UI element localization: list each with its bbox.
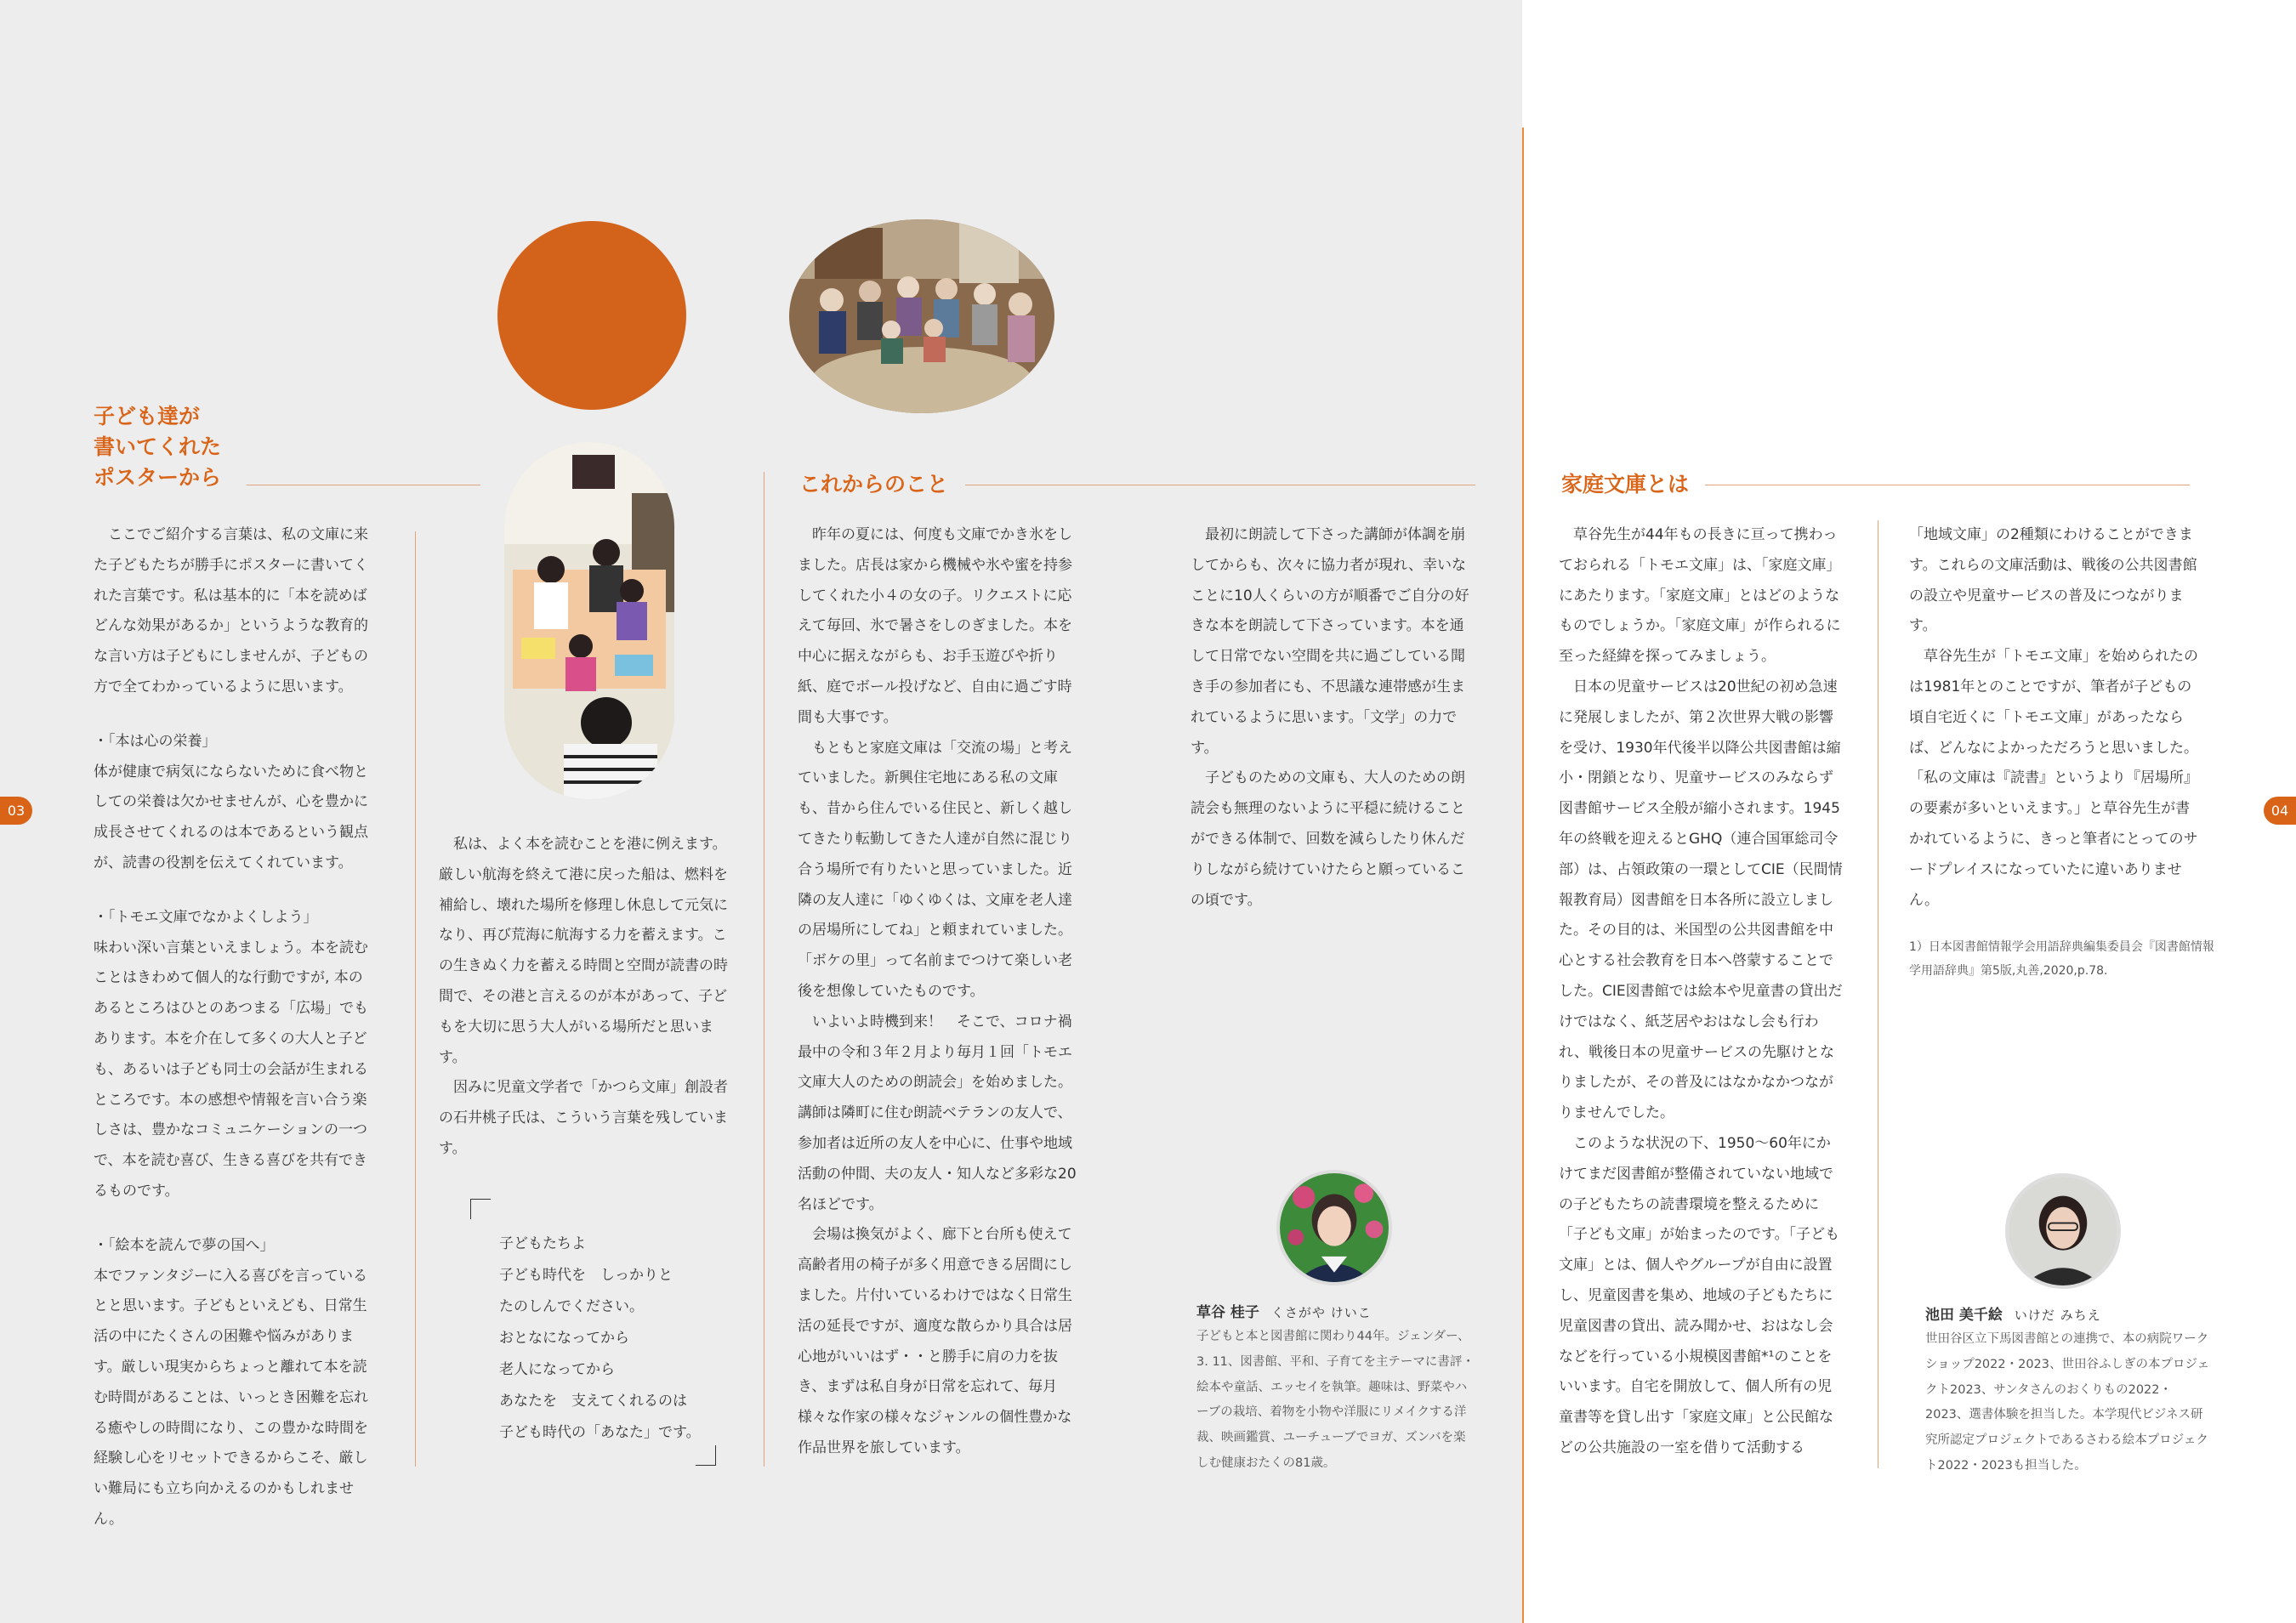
poster-quote-2: ・「トモエ文庫でなかよくしよう」 (94, 908, 318, 926)
profile-bio-ikeda: 世田谷区立下馬図書館との連携で、本の病院ワークショップ2022・2023、世田谷ふしぎの本プロジェクト2023、サンタさんのおくりもの2022・2023、選書体験を担当した。本学現代ビジネス研究所認定プロジェクトであるさわる絵本プロジェクト2022・2023も担当した。 (1925, 1332, 2210, 1473)
paragraph: 子どものための文庫も、大人のための朗読会も無理のないように平穏に続けることができる体制で、回数を減らしたり休んだりしながら続けていけたらと願っているこの頃です。 (1191, 769, 1465, 909)
column-divider (415, 531, 416, 1467)
paragraph: 昨年の夏には、何度も文庫でかき氷をしました。店長は家から機械や氷や蜜を持参してくれた小４の女の子。リクエストに応えて毎回、氷で暑さをしのぎました。本を中心に据えながらも、お手玉遊びや折り紙、庭でボール投げなど、自由に過ごす時間も大事です。 (798, 526, 1072, 726)
paragraph: このような状況の下、1950〜60年にかけてまだ図書館が整備されていない地域での子どもたちの読書環境を整えるために「子ども文庫」が始まったのです。「子ども文庫」とは、個人やグループが自由に設置し、児童図書を集め、地域の子どもたちに児童図書の貸出、読み聞かせ、おはなし会などを行っている小規模図書館*¹のことをいいます。自宅を開放して、個人所有の児童書等を貸し出す「家庭文庫」と公民館などの公共施設の一室を借りて活動する (1559, 1134, 1840, 1456)
page-number-left: 03 (0, 797, 32, 825)
children-activity-photo (504, 442, 674, 799)
section3-column-2 (1909, 520, 2198, 916)
heading-line-3: ポスターから (94, 465, 222, 490)
reading-group-photo (789, 219, 1054, 413)
quote-bracket-close (696, 1445, 716, 1466)
name-kana: いけだ みちえ (2014, 1308, 2101, 1323)
paragraph: 日本の児童サービスは20世紀の初め急速に発展しましたが、第２次世界大戦の影響を受け、1930年代後半以降公共図書館は縮小・閉鎖となり、児童サービスのみならず図書館サービス全般が縮小されます。1945年の終戦を迎えるとGHQ（連合国軍総司令部）は、占領政策の一環としてCIE（民間情報教育局）図書館を日本各所に設立しました。その目的は、米国型の公共図書館を中心とする社会教育を日本へ啓蒙することでした。CIE図書館では絵本や児童書の貸出だけではなく、紙芝居やおはなし会も行われ、戦後日本の児童サービスの先駆けとなりましたが、その普及にはなかなかつながりませんでした。 (1559, 678, 1843, 1122)
name-kana: くさがや けいこ (1270, 1305, 1372, 1320)
paragraph: 因みに児童文学者で「かつら文庫」創設者の石井桃子氏は、こういう言葉を残しています。 (439, 1079, 728, 1157)
paragraph: 「地域文庫」の2種類にわけることができます。これらの文庫活動は、戦後の公共図書館の設立や児童サービスの普及につながります。 (1909, 526, 2197, 635)
footnote: 1）日本図書館情報学会用語辞典編集委員会『図書館情報学用語辞典』第5版,丸善,2020,p.78. (1909, 940, 2214, 978)
paragraph: 本でファンタジーに入る喜びを言っているとと思います。子どもといえども、日常生活の中にたくさんの困難や悩みがあります。厳しい現実からちょっと離れて本を読む時間があることは、いっとき困難を忘れる癒やしの時間になり、この豊かな時間を経験し心をリセットできるからこそ、厳しい難局にも立ち向かえるのかもしれません。 (94, 1267, 368, 1528)
profile-bio-kusagaya: 子どもと本と図書館に関わり44年。ジェンダー、3. 11、図書館、平和、子育てを主テーマに書評・絵本や童話、エッセイを執筆。趣味は、野菜やハーブの栽培、着物を小物や洋服にリメイクする洋裁、映画鑑賞、ユーチューブでヨガ、ズンバを楽しむ健康おたくの81歳。 (1196, 1330, 1475, 1470)
section3-column-1 (1559, 520, 1844, 1464)
gutter-line (1522, 128, 1524, 1623)
paragraph: もともと家庭文庫は「交流の場」と考えていました。新興住宅地にある私の文庫も、昔から住んでいる住民と、新しく越してきたり転勤してきた人達が自然に混じり合う場所で有りたいと思っていました。近隣の友人達に「ゆくゆくは、文庫を老人達の居場所にしてね」と頼まれていました。「ボケの里」って名前までつけて楽しい老後を想像していたものです。 (798, 739, 1072, 1000)
section2-column-1 (798, 520, 1083, 1464)
poem-line: あなたを 支えてくれるのは (499, 1393, 687, 1410)
section-heading-future: これからのこと (799, 472, 949, 497)
author-portrait-kusagaya (1276, 1170, 1392, 1285)
paragraph: 味わい深い言葉といえましょう。本を読むことはきわめて個人的な行動ですが, 本のあるところはひとのあつまる「広場」でもあります。本を介在して多くの大人と子ども、あるいは子ども同士の会話が生まれるところです。本の感想や情報を言い合う楽しさは、豊かなコミュニケーションの一つで、本を読む喜び、生きる喜びを共有できるものです。 (94, 939, 368, 1200)
section1-column-1 (94, 520, 376, 1535)
section1-column-2 (439, 830, 736, 1165)
heading-line-1: 子ども達が (94, 404, 201, 428)
section-heading-home-library: 家庭文庫とは (1561, 472, 1690, 497)
section-heading-posters (94, 401, 221, 493)
poem-line: おとなになってから (499, 1330, 629, 1347)
poem-line: たのしんでください。 (499, 1298, 644, 1315)
profile-name-kusagaya (1196, 1300, 1372, 1321)
paragraph: 私は、よく本を読むことを港に例えます。厳しい航海を終えて港に戻った船は、燃料を補給し、壊れた場所を修理し休息して元気になり、再び荒海に航海する力を蓄えます。この生きぬく力を蓄える時間と空間が読書の時間で、その港と言えるのが本があって、子どもを大切に思う大人がいる場所だと思います。 (439, 836, 728, 1066)
paragraph: いよいよ時機到来！ そこで、コロナ禍最中の令和３年２月より毎月１回「トモエ文庫大人のための朗読会」を始めました。講師は隣町に住む朗読ベテランの友人で、参加者は近所の友人を中心に、仕事や地域活動の仲間、夫の友人・知人など多彩な20名ほどです。 (798, 1013, 1077, 1213)
author-portrait-ikeda (2005, 1173, 2121, 1289)
poem-line: 子ども時代を しっかりと (499, 1267, 673, 1284)
paragraph: 体が健康で病気にならないために食べ物としての栄養は欠かせませんが、心を豊かに成長させてくれるのは本であるという観点が、読書の役割を伝えてくれています。 (94, 763, 368, 871)
paragraph: 会場は換気がよく、廊下と台所も使えて高齢者用の椅子が多く用意できる居間にしました。片付いているわけではなく日常生活の延長ですが、適度な散らかり具合は居心地がいいはず・・と勝手に肩の力を抜き、まずは私自身が日常を忘れて、毎月様々な作家の様々なジャンルの個性豊かな作品世界を旅しています。 (798, 1226, 1072, 1456)
decorative-orange-circle (497, 221, 686, 410)
quote-bracket-open (470, 1199, 491, 1219)
poem-line: 子ども時代の「あなた」です。 (499, 1424, 701, 1441)
name-text: 池田 美千絵 (1925, 1307, 2003, 1324)
paragraph: 草谷先生が「トモエ文庫」を始められたのは1981年とのことですが、筆者が子どもの頃自宅近くに「トモエ文庫」があったならば、どんなによかっただろうと思いました。「私の文庫は『読書』というより『居場所』の要素が多いといえます。」と草谷先生が書かれているように、きっと筆者にとってのサードプレイスになっていたに違いありません。 (1909, 648, 2198, 909)
page-number-right: 04 (2264, 797, 2296, 825)
profile-name-ikeda (1925, 1302, 2101, 1324)
poem-quote (499, 1229, 701, 1449)
poster-quote-3: ・「絵本を読んで夢の国へ」 (94, 1236, 275, 1254)
poem-line: 子どもたちよ (499, 1235, 586, 1252)
paragraph: 草谷先生が44年もの長きに亘って携わっておられる「トモエ文庫」は、「家庭文庫」にあたります。「家庭文庫」とはどのようなものでしょうか。「家庭文庫」が作られるに至った経緯を探ってみましょう。 (1559, 526, 1841, 666)
heading-line-2: 書いてくれた (94, 434, 222, 459)
paragraph: ここでご紹介する言葉は、私の文庫に来た子どもたちが勝手にポスターに書いてくれた言葉です。私は基本的に「本を読めばどんな効果があるか」というような教育的な言い方は子どもにしませんが、子どもの方で全てわかっているように思います。 (94, 526, 368, 695)
poster-quote-1: ・「本は心の栄養」 (94, 732, 217, 750)
poem-line: 老人になってから (499, 1361, 615, 1378)
name-text: 草谷 桂子 (1196, 1304, 1259, 1321)
section2-column-2 (1191, 520, 1475, 916)
paragraph: 最初に朗読して下さった講師が体調を崩してからも、次々に協力者が現れ、幸いなことに10人くらいの方が順番でご自分の好きな本を朗読して下さっています。本を通して日常でない空間を共に過ごしている聞き手の参加者にも、不思議な連帯感が生まれているように思います。「文学」の力です。 (1191, 526, 1469, 757)
